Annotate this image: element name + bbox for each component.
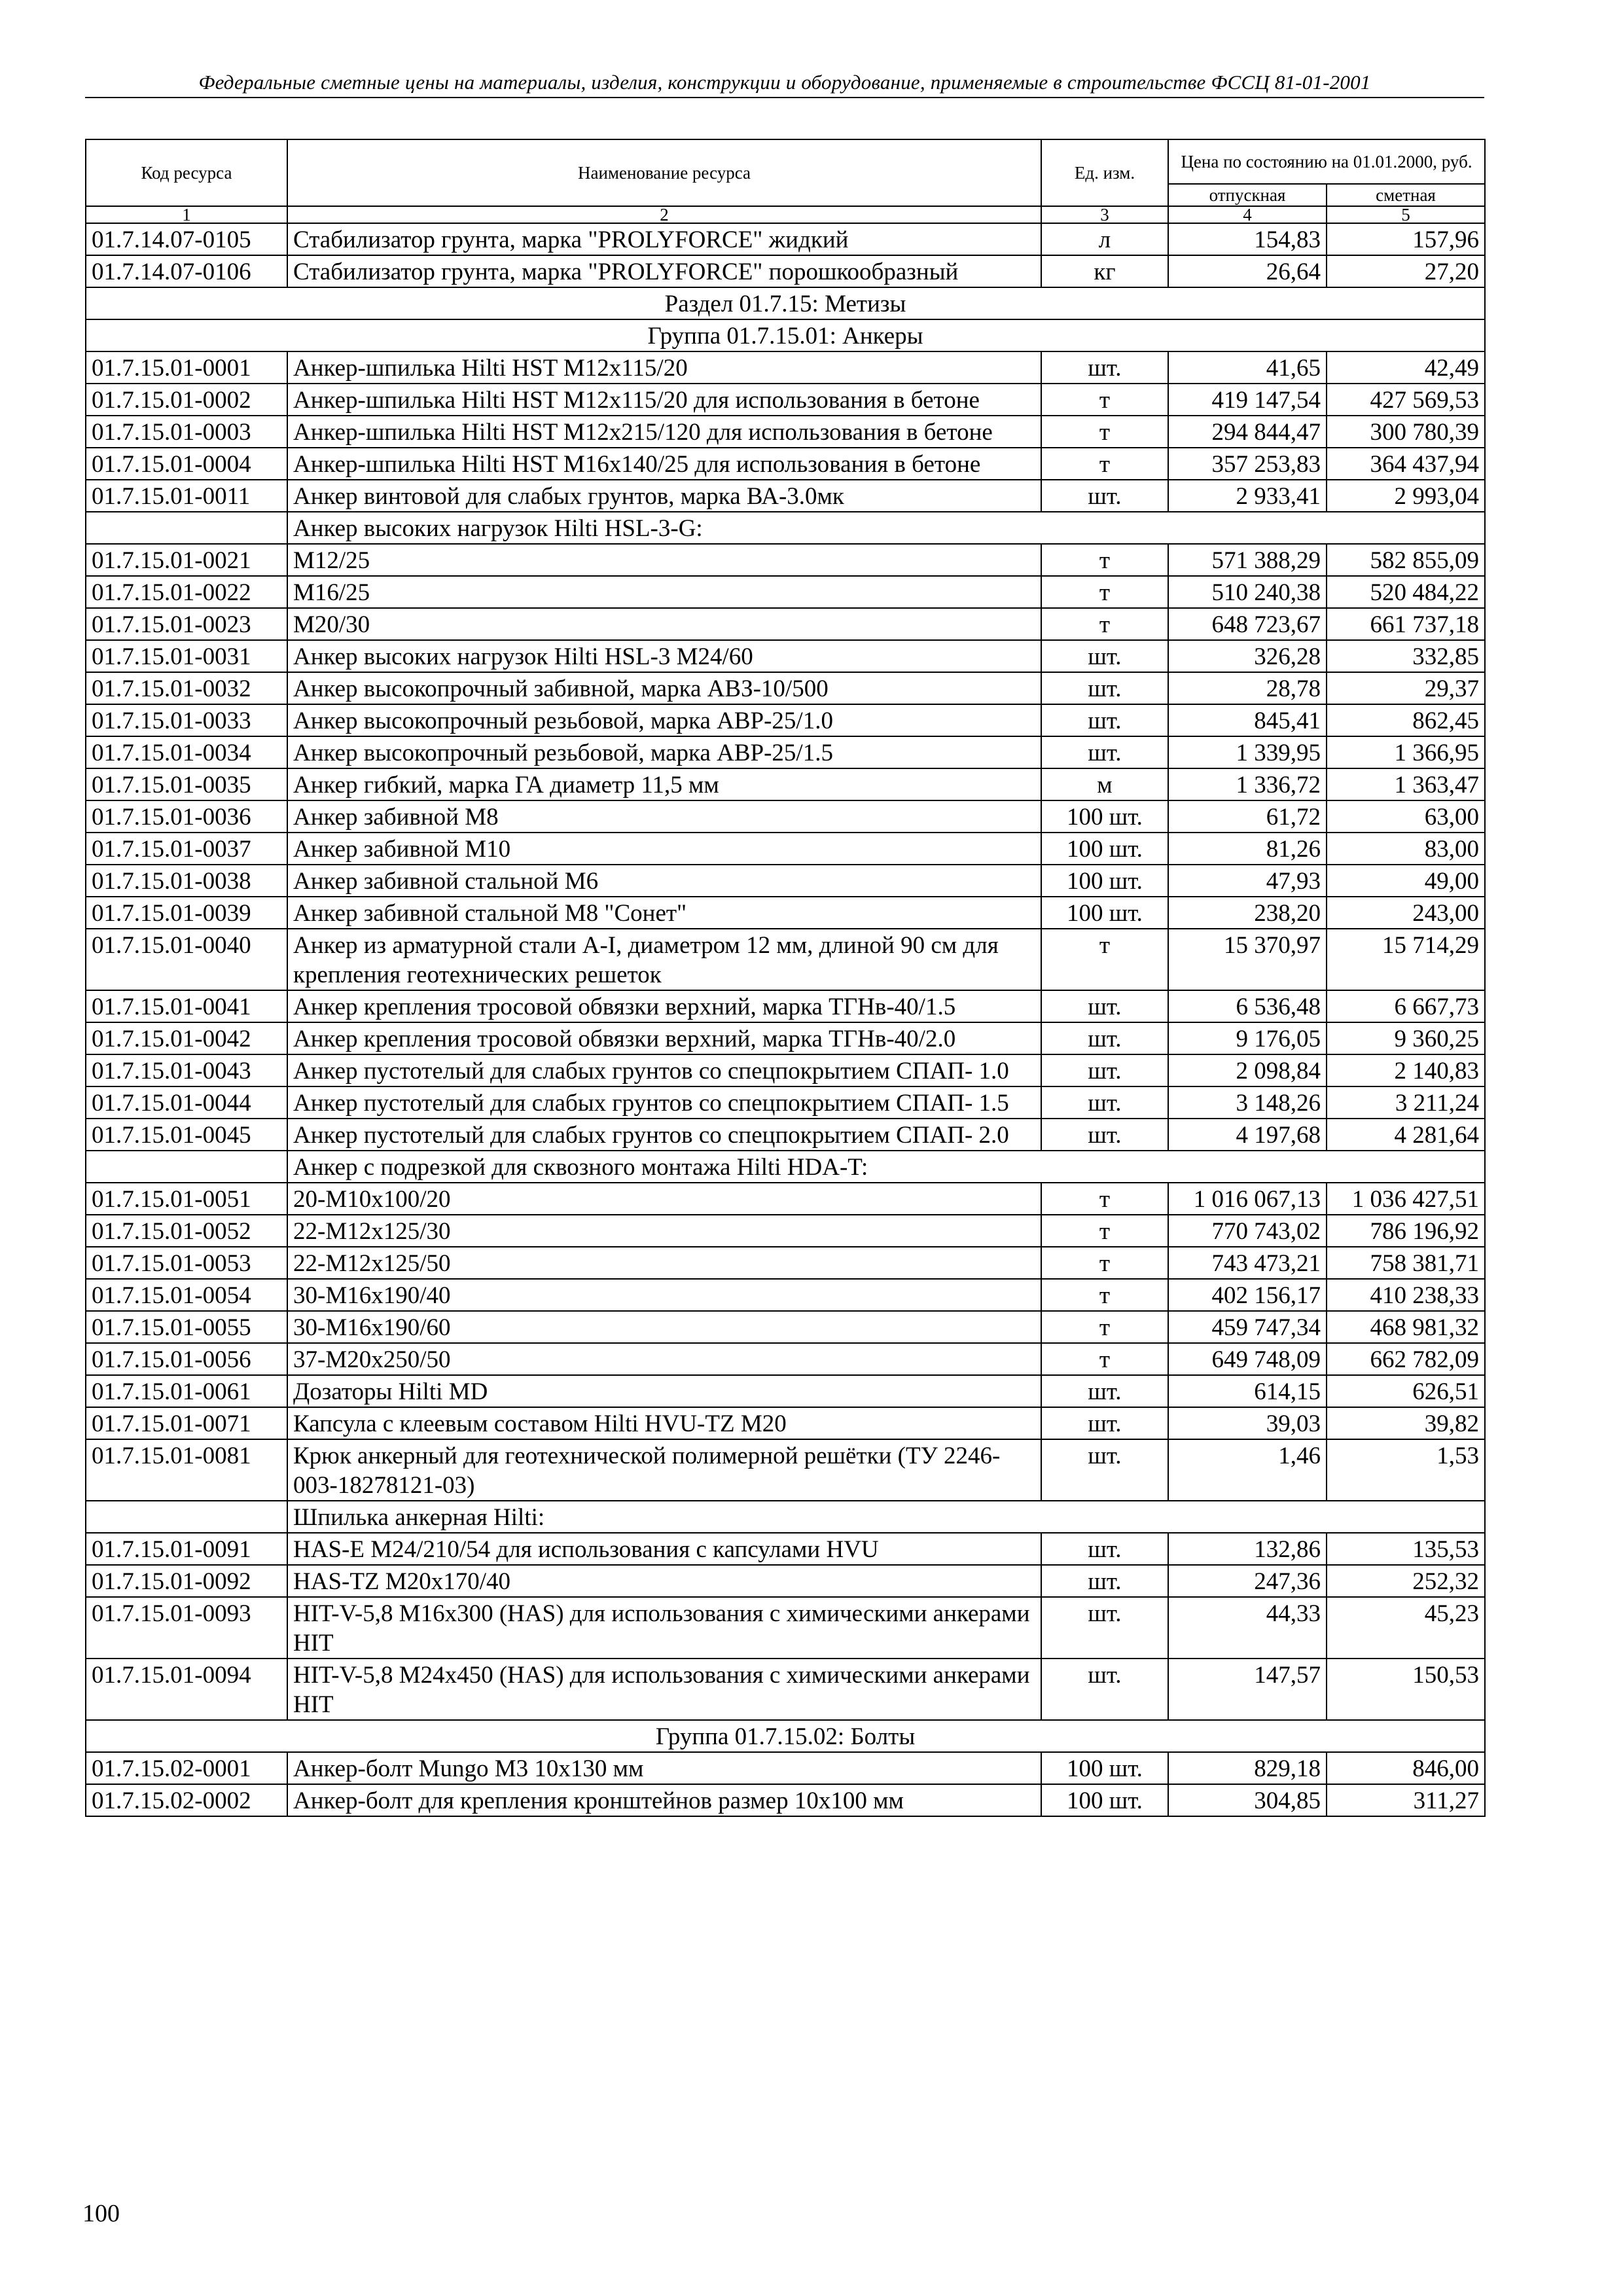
table-row — [86, 480, 1485, 512]
table-row — [86, 800, 1485, 833]
estimate-price: 49,00 — [1327, 865, 1485, 897]
subgroup-heading-row — [86, 512, 1485, 544]
resource-code: 01.7.15.01-0035 — [86, 768, 287, 800]
release-price: 26,64 — [1168, 255, 1327, 287]
table-row — [86, 416, 1485, 448]
resource-code: 01.7.15.01-0022 — [86, 576, 287, 608]
unit-of-measure: т — [1041, 416, 1168, 448]
resource-name: Анкер забивной M10 — [287, 833, 1041, 865]
estimate-price: 83,00 — [1327, 833, 1485, 865]
release-price: 571 388,29 — [1168, 544, 1327, 576]
resource-code: 01.7.15.02-0001 — [86, 1752, 287, 1784]
unit-of-measure: шт. — [1041, 1533, 1168, 1565]
resource-code: 01.7.15.01-0036 — [86, 800, 287, 833]
resource-code: 01.7.15.01-0034 — [86, 736, 287, 768]
table-row — [86, 704, 1485, 736]
unit-of-measure: шт. — [1041, 480, 1168, 512]
unit-of-measure: шт. — [1041, 1597, 1168, 1659]
release-price: 845,41 — [1168, 704, 1327, 736]
estimate-price: 9 360,25 — [1327, 1022, 1485, 1054]
estimate-price: 846,00 — [1327, 1752, 1485, 1784]
resource-code: 01.7.15.01-0091 — [86, 1533, 287, 1565]
estimate-price: 300 780,39 — [1327, 416, 1485, 448]
table-row — [86, 1311, 1485, 1343]
resource-code: 01.7.15.01-0004 — [86, 448, 287, 480]
release-price: 649 748,09 — [1168, 1343, 1327, 1375]
estimate-price: 662 782,09 — [1327, 1343, 1485, 1375]
resource-name: Капсула с клеевым составом Hilti HVU-TZ M20 — [287, 1407, 1041, 1439]
unit-of-measure: шт. — [1041, 704, 1168, 736]
estimate-price: 1,53 — [1327, 1439, 1485, 1501]
release-price: 357 253,83 — [1168, 448, 1327, 480]
release-price: 44,33 — [1168, 1597, 1327, 1659]
table-row — [86, 1533, 1485, 1565]
table-row — [86, 1022, 1485, 1054]
unit-of-measure: шт. — [1041, 1659, 1168, 1720]
estimate-price: 252,32 — [1327, 1565, 1485, 1597]
resource-name: Анкер высокопрочный резьбовой, марка АВР-25/1.0 — [287, 704, 1041, 736]
header-estimate-price: сметная — [1327, 184, 1485, 206]
header-code: Код ресурса — [86, 139, 287, 206]
resource-code: 01.7.15.01-0037 — [86, 833, 287, 865]
resource-code: 01.7.15.01-0054 — [86, 1279, 287, 1311]
release-price: 4 197,68 — [1168, 1119, 1327, 1151]
estimate-price: 135,53 — [1327, 1533, 1485, 1565]
release-price: 510 240,38 — [1168, 576, 1327, 608]
resource-code: 01.7.15.02-0002 — [86, 1784, 287, 1816]
unit-of-measure: шт. — [1041, 1054, 1168, 1086]
resource-code: 01.7.15.01-0055 — [86, 1311, 287, 1343]
section-heading-row — [86, 1720, 1485, 1752]
resource-name: Анкер крепления тросовой обвязки верхний, марка ТГНв-40/1.5 — [287, 990, 1041, 1022]
estimate-price: 6 667,73 — [1327, 990, 1485, 1022]
resource-code: 01.7.14.07-0105 — [86, 223, 287, 255]
table-row — [86, 1439, 1485, 1501]
release-price: 154,83 — [1168, 223, 1327, 255]
estimate-price: 42,49 — [1327, 351, 1485, 384]
unit-of-measure: шт. — [1041, 351, 1168, 384]
table-row — [86, 897, 1485, 929]
unit-of-measure: 100 шт. — [1041, 897, 1168, 929]
estimate-price: 4 281,64 — [1327, 1119, 1485, 1151]
estimate-price: 45,23 — [1327, 1597, 1485, 1659]
estimate-price: 311,27 — [1327, 1784, 1485, 1816]
unit-of-measure: шт. — [1041, 1375, 1168, 1407]
resource-name: Анкер высокопрочный резьбовой, марка АВР-25/1.5 — [287, 736, 1041, 768]
release-price: 28,78 — [1168, 672, 1327, 704]
unit-of-measure: м — [1041, 768, 1168, 800]
estimate-price: 786 196,92 — [1327, 1215, 1485, 1247]
resource-name: Анкер-болт для крепления кронштейнов размер 10x100 мм — [287, 1784, 1041, 1816]
table-row — [86, 736, 1485, 768]
unit-of-measure: т — [1041, 1311, 1168, 1343]
empty-cell — [86, 1151, 287, 1183]
unit-of-measure: т — [1041, 1215, 1168, 1247]
resource-name: Анкер-шпилька Hilti HST M16x140/25 для использования в бетоне — [287, 448, 1041, 480]
resource-name: 30-M16x190/40 — [287, 1279, 1041, 1311]
resource-name: Стабилизатор грунта, марка "PROLYFORCE" жидкий — [287, 223, 1041, 255]
unit-of-measure: 100 шт. — [1041, 1752, 1168, 1784]
section-heading-row — [86, 287, 1485, 319]
resource-code: 01.7.15.01-0044 — [86, 1086, 287, 1119]
release-price: 770 743,02 — [1168, 1215, 1327, 1247]
resource-name: Дозаторы Hilti MD — [287, 1375, 1041, 1407]
unit-of-measure: т — [1041, 608, 1168, 640]
resource-name: Крюк анкерный для геотехнической полимерной решётки (ТУ 2246-003-18278121-03) — [287, 1439, 1041, 1501]
resource-code: 01.7.15.01-0081 — [86, 1439, 287, 1501]
resource-code: 01.7.15.01-0093 — [86, 1597, 287, 1659]
release-price: 41,65 — [1168, 351, 1327, 384]
table-row — [86, 223, 1485, 255]
resource-code: 01.7.15.01-0071 — [86, 1407, 287, 1439]
estimate-price: 63,00 — [1327, 800, 1485, 833]
estimate-price: 427 569,53 — [1327, 384, 1485, 416]
resource-code: 01.7.15.01-0042 — [86, 1022, 287, 1054]
table-row — [86, 1343, 1485, 1375]
release-price: 1 336,72 — [1168, 768, 1327, 800]
release-price: 459 747,34 — [1168, 1311, 1327, 1343]
estimate-price: 29,37 — [1327, 672, 1485, 704]
table-row — [86, 833, 1485, 865]
resource-name: Анкер крепления тросовой обвязки верхний, марка ТГНв-40/2.0 — [287, 1022, 1041, 1054]
table-row — [86, 1597, 1485, 1659]
table-row — [86, 1215, 1485, 1247]
release-price: 3 148,26 — [1168, 1086, 1327, 1119]
resource-code: 01.7.15.01-0033 — [86, 704, 287, 736]
estimate-price: 332,85 — [1327, 640, 1485, 672]
table-row — [86, 640, 1485, 672]
section-heading: Раздел 01.7.15: Метизы — [86, 287, 1485, 319]
release-price: 247,36 — [1168, 1565, 1327, 1597]
resource-name: Анкер забивной M8 — [287, 800, 1041, 833]
resource-code: 01.7.15.01-0032 — [86, 672, 287, 704]
unit-of-measure: шт. — [1041, 672, 1168, 704]
release-price: 2 933,41 — [1168, 480, 1327, 512]
estimate-price: 2 993,04 — [1327, 480, 1485, 512]
resource-name: HIT-V-5,8 M24x450 (HAS) для использования с химическими анкерами HIT — [287, 1659, 1041, 1720]
resource-code: 01.7.15.01-0041 — [86, 990, 287, 1022]
resource-name: Анкер пустотелый для слабых грунтов со спецпокрытием СПАП- 2.0 — [287, 1119, 1041, 1151]
resource-code: 01.7.15.01-0023 — [86, 608, 287, 640]
table-row — [86, 255, 1485, 287]
resource-code: 01.7.15.01-0003 — [86, 416, 287, 448]
estimate-price: 626,51 — [1327, 1375, 1485, 1407]
resource-name: HAS-TZ M20x170/40 — [287, 1565, 1041, 1597]
unit-of-measure: шт. — [1041, 1022, 1168, 1054]
price-table — [85, 139, 1486, 1817]
release-price: 15 370,97 — [1168, 929, 1327, 990]
table-row — [86, 672, 1485, 704]
table-row — [86, 1752, 1485, 1784]
table-row — [86, 1279, 1485, 1311]
release-price: 614,15 — [1168, 1375, 1327, 1407]
table-row — [86, 351, 1485, 384]
release-price: 829,18 — [1168, 1752, 1327, 1784]
estimate-price: 1 366,95 — [1327, 736, 1485, 768]
resource-name: Анкер забивной стальной M8 "Сонет" — [287, 897, 1041, 929]
table-row — [86, 768, 1485, 800]
table-body — [86, 223, 1485, 1816]
release-price: 238,20 — [1168, 897, 1327, 929]
unit-of-measure: шт. — [1041, 1119, 1168, 1151]
unit-of-measure: шт. — [1041, 1565, 1168, 1597]
page-number: 100 — [82, 2200, 120, 2227]
release-price: 304,85 — [1168, 1784, 1327, 1816]
resource-name: Анкер пустотелый для слабых грунтов со спецпокрытием СПАП- 1.0 — [287, 1054, 1041, 1086]
table-row — [86, 608, 1485, 640]
resource-name: M12/25 — [287, 544, 1041, 576]
estimate-price: 520 484,22 — [1327, 576, 1485, 608]
release-price: 648 723,67 — [1168, 608, 1327, 640]
unit-of-measure: 100 шт. — [1041, 833, 1168, 865]
unit-of-measure: т — [1041, 544, 1168, 576]
column-number: 3 — [1041, 206, 1168, 223]
resource-name: Анкер-шпилька Hilti HST M12x115/20 — [287, 351, 1041, 384]
table-row — [86, 1565, 1485, 1597]
unit-of-measure: шт. — [1041, 736, 1168, 768]
resource-code: 01.7.15.01-0056 — [86, 1343, 287, 1375]
table-row — [86, 384, 1485, 416]
estimate-price: 150,53 — [1327, 1659, 1485, 1720]
estimate-price: 3 211,24 — [1327, 1086, 1485, 1119]
resource-code: 01.7.15.01-0043 — [86, 1054, 287, 1086]
resource-code: 01.7.15.01-0038 — [86, 865, 287, 897]
column-number: 2 — [287, 206, 1041, 223]
resource-code: 01.7.14.07-0106 — [86, 255, 287, 287]
resource-name: HIT-V-5,8 M16x300 (HAS) для использования с химическими анкерами HIT — [287, 1597, 1041, 1659]
resource-code: 01.7.15.01-0092 — [86, 1565, 287, 1597]
resource-name: M16/25 — [287, 576, 1041, 608]
subgroup-heading: Анкер высоких нагрузок Hilti HSL-3-G: — [287, 512, 1485, 544]
release-price: 1,46 — [1168, 1439, 1327, 1501]
header-name: Наименование ресурса — [287, 139, 1041, 206]
resource-code: 01.7.15.01-0031 — [86, 640, 287, 672]
release-price: 402 156,17 — [1168, 1279, 1327, 1311]
resource-name: Анкер пустотелый для слабых грунтов со спецпокрытием СПАП- 1.5 — [287, 1086, 1041, 1119]
resource-name: M20/30 — [287, 608, 1041, 640]
estimate-price: 39,82 — [1327, 1407, 1485, 1439]
unit-of-measure: 100 шт. — [1041, 800, 1168, 833]
unit-of-measure: т — [1041, 1343, 1168, 1375]
unit-of-measure: 100 шт. — [1041, 1784, 1168, 1816]
column-number: 1 — [86, 206, 287, 223]
estimate-price: 15 714,29 — [1327, 929, 1485, 990]
unit-of-measure: шт. — [1041, 1407, 1168, 1439]
table-row — [86, 544, 1485, 576]
unit-of-measure: шт. — [1041, 1439, 1168, 1501]
table-row — [86, 1183, 1485, 1215]
resource-code: 01.7.15.01-0002 — [86, 384, 287, 416]
resource-code: 01.7.15.01-0039 — [86, 897, 287, 929]
section-heading-row — [86, 319, 1485, 351]
resource-code: 01.7.15.01-0040 — [86, 929, 287, 990]
resource-name: Анкер-болт Mungo M3 10x130 мм — [287, 1752, 1041, 1784]
column-number: 5 — [1327, 206, 1485, 223]
table-row — [86, 1247, 1485, 1279]
release-price: 39,03 — [1168, 1407, 1327, 1439]
section-heading: Группа 01.7.15.02: Болты — [86, 1720, 1485, 1752]
resource-name: Анкер высокопрочный забивной, марка АВЗ-10/500 — [287, 672, 1041, 704]
resource-code: 01.7.15.01-0061 — [86, 1375, 287, 1407]
header-unit: Ед. изм. — [1041, 139, 1168, 206]
estimate-price: 862,45 — [1327, 704, 1485, 736]
unit-of-measure: шт. — [1041, 640, 1168, 672]
resource-name: Анкер-шпилька Hilti HST M12x115/20 для использования в бетоне — [287, 384, 1041, 416]
column-number: 4 — [1168, 206, 1327, 223]
resource-code: 01.7.15.01-0045 — [86, 1119, 287, 1151]
page-header: Федеральные сметные цены на материалы, изделия, конструкции и оборудование, применяемые в строительстве ФССЦ 81-01-2001 — [85, 71, 1484, 98]
section-heading: Группа 01.7.15.01: Анкеры — [86, 319, 1485, 351]
table-row — [86, 448, 1485, 480]
table-row — [86, 865, 1485, 897]
estimate-price: 27,20 — [1327, 255, 1485, 287]
estimate-price: 157,96 — [1327, 223, 1485, 255]
resource-name: Анкер забивной стальной M6 — [287, 865, 1041, 897]
table-row — [86, 1086, 1485, 1119]
estimate-price: 1 363,47 — [1327, 768, 1485, 800]
estimate-price: 243,00 — [1327, 897, 1485, 929]
resource-code: 01.7.15.01-0051 — [86, 1183, 287, 1215]
resource-code: 01.7.15.01-0021 — [86, 544, 287, 576]
estimate-price: 2 140,83 — [1327, 1054, 1485, 1086]
release-price: 132,86 — [1168, 1533, 1327, 1565]
estimate-price: 758 381,71 — [1327, 1247, 1485, 1279]
release-price: 9 176,05 — [1168, 1022, 1327, 1054]
column-number-row — [86, 206, 1485, 223]
release-price: 61,72 — [1168, 800, 1327, 833]
unit-of-measure: т — [1041, 1247, 1168, 1279]
resource-name: 22-M12x125/30 — [287, 1215, 1041, 1247]
release-price: 147,57 — [1168, 1659, 1327, 1720]
unit-of-measure: 100 шт. — [1041, 865, 1168, 897]
release-price: 1 339,95 — [1168, 736, 1327, 768]
resource-name: Анкер гибкий, марка ГА диаметр 11,5 мм — [287, 768, 1041, 800]
resource-name: Стабилизатор грунта, марка "PROLYFORCE" порошкообразный — [287, 255, 1041, 287]
subgroup-heading: Анкер с подрезкой для сквозного монтажа Hilti HDA-T: — [287, 1151, 1485, 1183]
subgroup-heading-row — [86, 1501, 1485, 1533]
release-price: 294 844,47 — [1168, 416, 1327, 448]
subgroup-heading-row — [86, 1151, 1485, 1183]
estimate-price: 661 737,18 — [1327, 608, 1485, 640]
resource-name: 20-M10x100/20 — [287, 1183, 1041, 1215]
empty-cell — [86, 512, 287, 544]
resource-name: 37-M20x250/50 — [287, 1343, 1041, 1375]
release-price: 47,93 — [1168, 865, 1327, 897]
table-row — [86, 1119, 1485, 1151]
release-price: 6 536,48 — [1168, 990, 1327, 1022]
resource-name: 22-M12x125/50 — [287, 1247, 1041, 1279]
resource-name: Анкер высоких нагрузок Hilti HSL-3 M24/60 — [287, 640, 1041, 672]
release-price: 81,26 — [1168, 833, 1327, 865]
unit-of-measure: т — [1041, 1279, 1168, 1311]
table-row — [86, 1054, 1485, 1086]
release-price: 419 147,54 — [1168, 384, 1327, 416]
unit-of-measure: т — [1041, 384, 1168, 416]
table-row — [86, 990, 1485, 1022]
unit-of-measure: шт. — [1041, 1086, 1168, 1119]
estimate-price: 468 981,32 — [1327, 1311, 1485, 1343]
table-row — [86, 929, 1485, 990]
resource-name: HAS-E M24/210/54 для использования с капсулами HVU — [287, 1533, 1041, 1565]
unit-of-measure: л — [1041, 223, 1168, 255]
resource-code: 01.7.15.01-0001 — [86, 351, 287, 384]
resource-code: 01.7.15.01-0053 — [86, 1247, 287, 1279]
unit-of-measure: т — [1041, 929, 1168, 990]
estimate-price: 364 437,94 — [1327, 448, 1485, 480]
estimate-price: 582 855,09 — [1327, 544, 1485, 576]
release-price: 1 016 067,13 — [1168, 1183, 1327, 1215]
unit-of-measure: кг — [1041, 255, 1168, 287]
release-price: 2 098,84 — [1168, 1054, 1327, 1086]
unit-of-measure: т — [1041, 1183, 1168, 1215]
table-row — [86, 1407, 1485, 1439]
header-release-price: отпускная — [1168, 184, 1327, 206]
table-row — [86, 576, 1485, 608]
table-row — [86, 1659, 1485, 1720]
resource-name: Анкер винтовой для слабых грунтов, марка ВА-3.0мк — [287, 480, 1041, 512]
resource-name: 30-M16x190/60 — [287, 1311, 1041, 1343]
subgroup-heading: Шпилька анкерная Hilti: — [287, 1501, 1485, 1533]
estimate-price: 410 238,33 — [1327, 1279, 1485, 1311]
resource-code: 01.7.15.01-0052 — [86, 1215, 287, 1247]
header-price: Цена по состоянию на 01.01.2000, руб. — [1168, 139, 1485, 184]
unit-of-measure: т — [1041, 448, 1168, 480]
resource-name: Анкер-шпилька Hilti HST M12x215/120 для использования в бетоне — [287, 416, 1041, 448]
empty-cell — [86, 1501, 287, 1533]
resource-name: Анкер из арматурной стали A-I, диаметром 12 мм, длиной 90 см для крепления геотехнических решеток — [287, 929, 1041, 990]
unit-of-measure: т — [1041, 576, 1168, 608]
unit-of-measure: шт. — [1041, 990, 1168, 1022]
resource-code: 01.7.15.01-0011 — [86, 480, 287, 512]
release-price: 326,28 — [1168, 640, 1327, 672]
table-row — [86, 1375, 1485, 1407]
resource-code: 01.7.15.01-0094 — [86, 1659, 287, 1720]
estimate-price: 1 036 427,51 — [1327, 1183, 1485, 1215]
table-row — [86, 1784, 1485, 1816]
release-price: 743 473,21 — [1168, 1247, 1327, 1279]
